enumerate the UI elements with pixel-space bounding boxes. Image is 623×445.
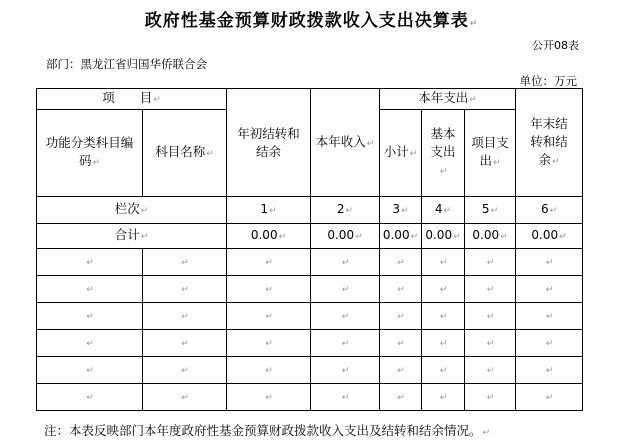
empty-cell: ↵ — [227, 249, 311, 276]
empty-cell: ↵ — [422, 276, 465, 303]
empty-cell: ↵ — [37, 276, 143, 303]
empty-cell: ↵ — [311, 330, 380, 357]
empty-cell: ↵ — [380, 276, 422, 303]
empty-cell: ↵ — [311, 357, 380, 384]
empty-cell: ↵ — [516, 276, 583, 303]
header-func-code: 功能分类科目编码↵ — [37, 110, 143, 197]
empty-cell: ↵ — [465, 384, 516, 411]
empty-cell: ↵ — [465, 249, 516, 276]
header-basic: 基本支出↵ — [422, 110, 465, 197]
report-title: 政府性基金预算财政拨款收入支出决算表↵ — [144, 11, 479, 31]
header-project: 项目支出↵ — [465, 110, 516, 197]
col-row-label: 栏次↵ — [37, 197, 227, 224]
header-subject-name: 科目名称↵ — [143, 110, 227, 197]
empty-cell: ↵ — [143, 384, 227, 411]
header-expense-group: 本年支出↵ — [380, 89, 516, 110]
header-begin-balance: 年初结转和结余 — [227, 89, 311, 197]
report-table — [36, 88, 583, 411]
department-label: 部门：黑龙江省归国华侨联合会 — [46, 57, 207, 71]
empty-cell: ↵ — [380, 357, 422, 384]
total-value: 0.00↵ — [465, 224, 516, 249]
empty-cell: ↵ — [143, 249, 227, 276]
empty-cell: ↵ — [37, 249, 143, 276]
footnote: 注：本表反映部门本年度政府性基金预算财政拨款收入支出及结转和结余情况。↵ — [44, 423, 491, 438]
empty-cell: ↵ — [516, 330, 583, 357]
empty-cell: ↵ — [465, 276, 516, 303]
total-value: 0.00↵ — [227, 224, 311, 249]
col-num: 3↵ — [380, 197, 422, 224]
empty-cell: ↵ — [422, 357, 465, 384]
total-value: 0.00↵ — [516, 224, 583, 249]
table-row — [37, 357, 583, 384]
table-code: 公开08表 — [532, 39, 579, 52]
empty-cell: ↵ — [422, 384, 465, 411]
table-row — [37, 384, 583, 411]
header-income: 本年收入↵ — [311, 89, 380, 197]
empty-cell: ↵ — [422, 330, 465, 357]
total-value: 0.00↵ — [380, 224, 422, 249]
empty-cell: ↵ — [37, 357, 143, 384]
empty-cell: ↵ — [465, 330, 516, 357]
table-row — [37, 303, 583, 330]
header-item: 项 目↵ — [37, 89, 227, 110]
total-row — [37, 224, 583, 249]
empty-cell: ↵ — [143, 330, 227, 357]
empty-cell: ↵ — [143, 357, 227, 384]
empty-cell: ↵ — [380, 303, 422, 330]
table-row — [37, 249, 583, 276]
col-num: 6↵ — [516, 197, 583, 224]
empty-cell: ↵ — [37, 384, 143, 411]
total-value: 0.00↵ — [422, 224, 465, 249]
empty-cell: ↵ — [311, 249, 380, 276]
empty-cell: ↵ — [465, 357, 516, 384]
empty-cell: ↵ — [516, 249, 583, 276]
col-num: 4↵ — [422, 197, 465, 224]
empty-cell: ↵ — [380, 330, 422, 357]
empty-cell: ↵ — [143, 276, 227, 303]
empty-cell: ↵ — [465, 303, 516, 330]
col-num: 1↵ — [227, 197, 311, 224]
empty-cell: ↵ — [516, 384, 583, 411]
table-row — [37, 330, 583, 357]
table-row — [37, 276, 583, 303]
column-number-row — [37, 197, 583, 224]
col-num: 2↵ — [311, 197, 380, 224]
empty-cell: ↵ — [516, 357, 583, 384]
header-end-balance: 年末结转和结余↵ — [516, 89, 583, 197]
empty-cell: ↵ — [380, 384, 422, 411]
empty-cell: ↵ — [516, 303, 583, 330]
total-value: 0.00↵ — [311, 224, 380, 249]
unit-label: 单位：万元 — [519, 74, 577, 88]
empty-cell: ↵ — [227, 303, 311, 330]
empty-cell: ↵ — [311, 276, 380, 303]
empty-cell: ↵ — [422, 303, 465, 330]
empty-cell: ↵ — [37, 303, 143, 330]
empty-cell: ↵ — [227, 357, 311, 384]
total-label: 合计↵ — [37, 224, 227, 249]
empty-cell: ↵ — [227, 276, 311, 303]
empty-cell: ↵ — [143, 303, 227, 330]
col-num: 5↵ — [465, 197, 516, 224]
empty-cell: ↵ — [422, 249, 465, 276]
empty-cell: ↵ — [311, 303, 380, 330]
empty-cell: ↵ — [227, 384, 311, 411]
header-subtotal: 小计↵ — [380, 110, 422, 197]
empty-cell: ↵ — [227, 330, 311, 357]
empty-cell: ↵ — [311, 384, 380, 411]
empty-cell: ↵ — [37, 330, 143, 357]
empty-cell: ↵ — [380, 249, 422, 276]
empty-rows — [37, 249, 583, 411]
